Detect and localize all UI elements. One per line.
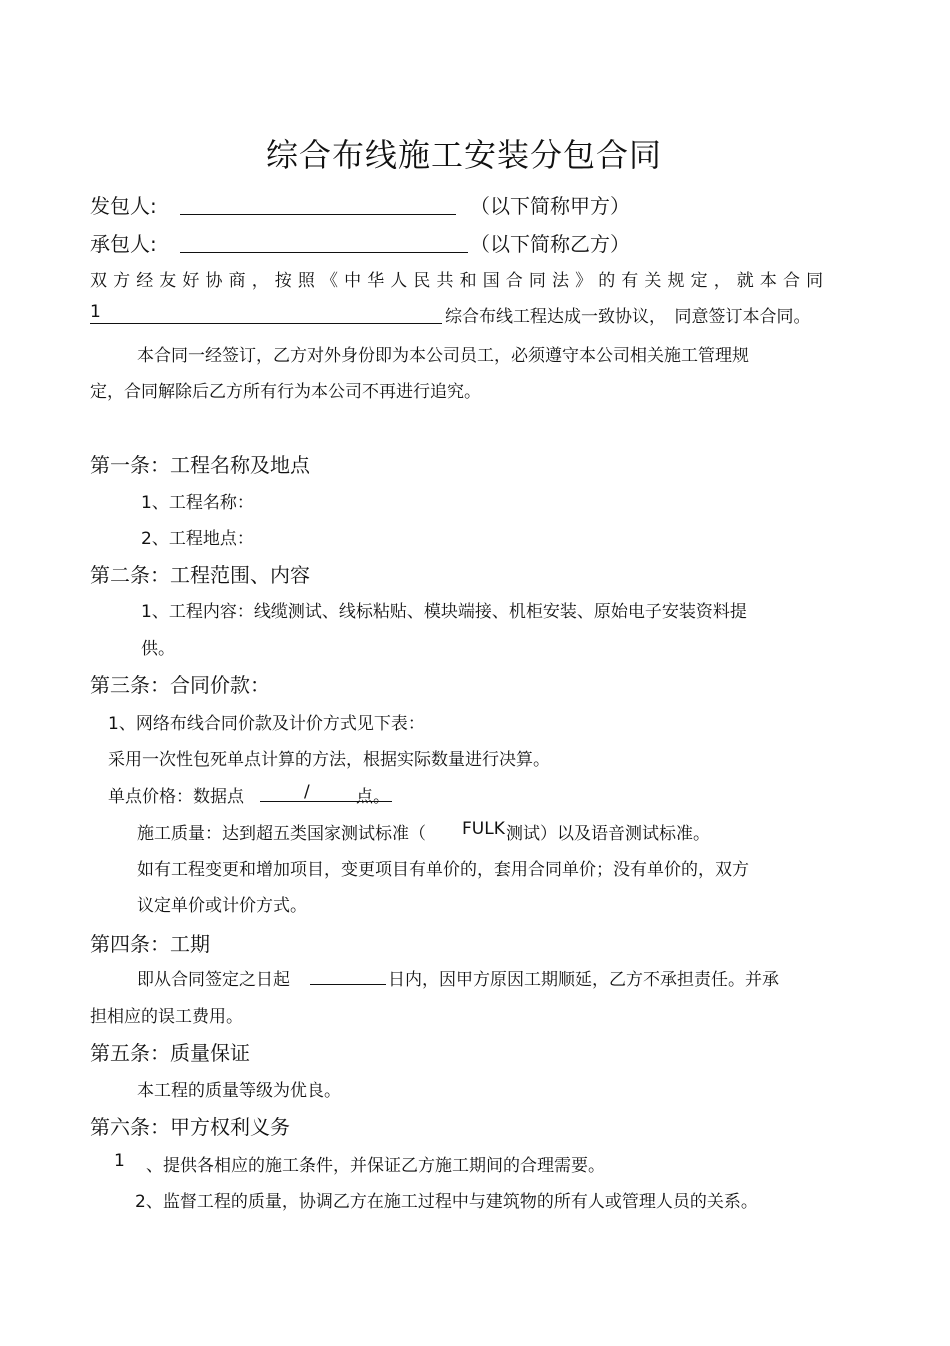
article-2-item-1-cont: 供。 bbox=[141, 639, 175, 659]
intro-line-2: 综合布线工程达成一致协议， 同意签订本合同。 bbox=[445, 307, 811, 327]
change-clause-line-2: 议定单价或计价方式。 bbox=[137, 896, 307, 916]
article-5-heading: 第五条：质量保证 bbox=[90, 1041, 250, 1065]
price-slash: / bbox=[304, 782, 310, 802]
party-b-note: （以下简称乙方） bbox=[470, 232, 630, 256]
contract-number: 1 bbox=[90, 302, 101, 322]
article-5-line-1: 本工程的质量等级为优良。 bbox=[137, 1081, 341, 1101]
article-6-item-1: 、提供各相应的施工条件，并保证乙方施工期间的合理需要。 bbox=[146, 1156, 605, 1176]
party-a-note: （以下简称甲方） bbox=[470, 194, 630, 218]
article-4-line-1-a: 即从合同签定之日起 bbox=[137, 970, 290, 990]
intro-para-line-1: 本合同一经签订，乙方对外身份即为本公司员工，必须遵守本公司相关施工管理规 bbox=[137, 346, 749, 366]
quality-standard-a: 施工质量：达到超五类国家测试标准（ bbox=[137, 824, 426, 844]
quality-standard-b: FULK bbox=[462, 819, 505, 839]
article-6-heading: 第六条：甲方权利义务 bbox=[90, 1115, 290, 1139]
article-6-item-1-num: 1 bbox=[114, 1151, 125, 1171]
party-b-blank bbox=[180, 232, 468, 253]
article-4-line-1-b: 日内，因甲方原因工期顺延，乙方不承担责任。并承 bbox=[388, 970, 779, 990]
article-6-item-2: 2、监督工程的质量，协调乙方在施工过程中与建筑物的所有人或管理人员的关系。 bbox=[135, 1192, 758, 1212]
article-3-method: 采用一次性包死单点计算的方法，根据实际数量进行决算。 bbox=[108, 750, 550, 770]
article-1-item-2: 2、工程地点： bbox=[141, 529, 254, 549]
party-b-label: 承包人: bbox=[90, 232, 157, 256]
duration-blank bbox=[310, 966, 386, 985]
article-1-heading: 第一条：工程名称及地点 bbox=[90, 453, 310, 477]
change-clause-line-1: 如有工程变更和增加项目，变更项目有单价的，套用合同单价；没有单价的，双方 bbox=[137, 860, 749, 880]
article-3-item-1: 1、网络布线合同价款及计价方式见下表： bbox=[108, 714, 425, 734]
contract-number-blank bbox=[90, 302, 442, 324]
article-3-price-label: 单点价格：数据点 bbox=[108, 787, 244, 807]
article-1-item-1: 1、工程名称： bbox=[141, 493, 254, 513]
article-3-heading: 第三条：合同价款： bbox=[90, 673, 270, 697]
intro-para-line-2: 定，合同解除后乙方所有行为本公司不再进行追究。 bbox=[90, 382, 481, 402]
article-4-heading: 第四条：工期 bbox=[90, 932, 210, 956]
party-a-blank bbox=[180, 194, 456, 215]
quality-standard-c: 测试）以及语音测试标准。 bbox=[506, 824, 710, 844]
price-unit: 点。 bbox=[356, 787, 390, 807]
intro-line-1: 双方经友好协商，按照《中华人民共和国合同法》的有关规定，就本合同 bbox=[90, 271, 830, 291]
document-title: 综合布线施工安装分包合同 bbox=[266, 136, 663, 174]
party-a-label: 发包人: bbox=[90, 194, 157, 218]
article-4-line-2: 担相应的误工费用。 bbox=[90, 1007, 243, 1027]
article-2-item-1: 1、工程内容：线缆测试、线标粘贴、模块端接、机柜安装、原始电子安装资料提 bbox=[141, 602, 747, 622]
article-2-heading: 第二条：工程范围、内容 bbox=[90, 563, 310, 587]
